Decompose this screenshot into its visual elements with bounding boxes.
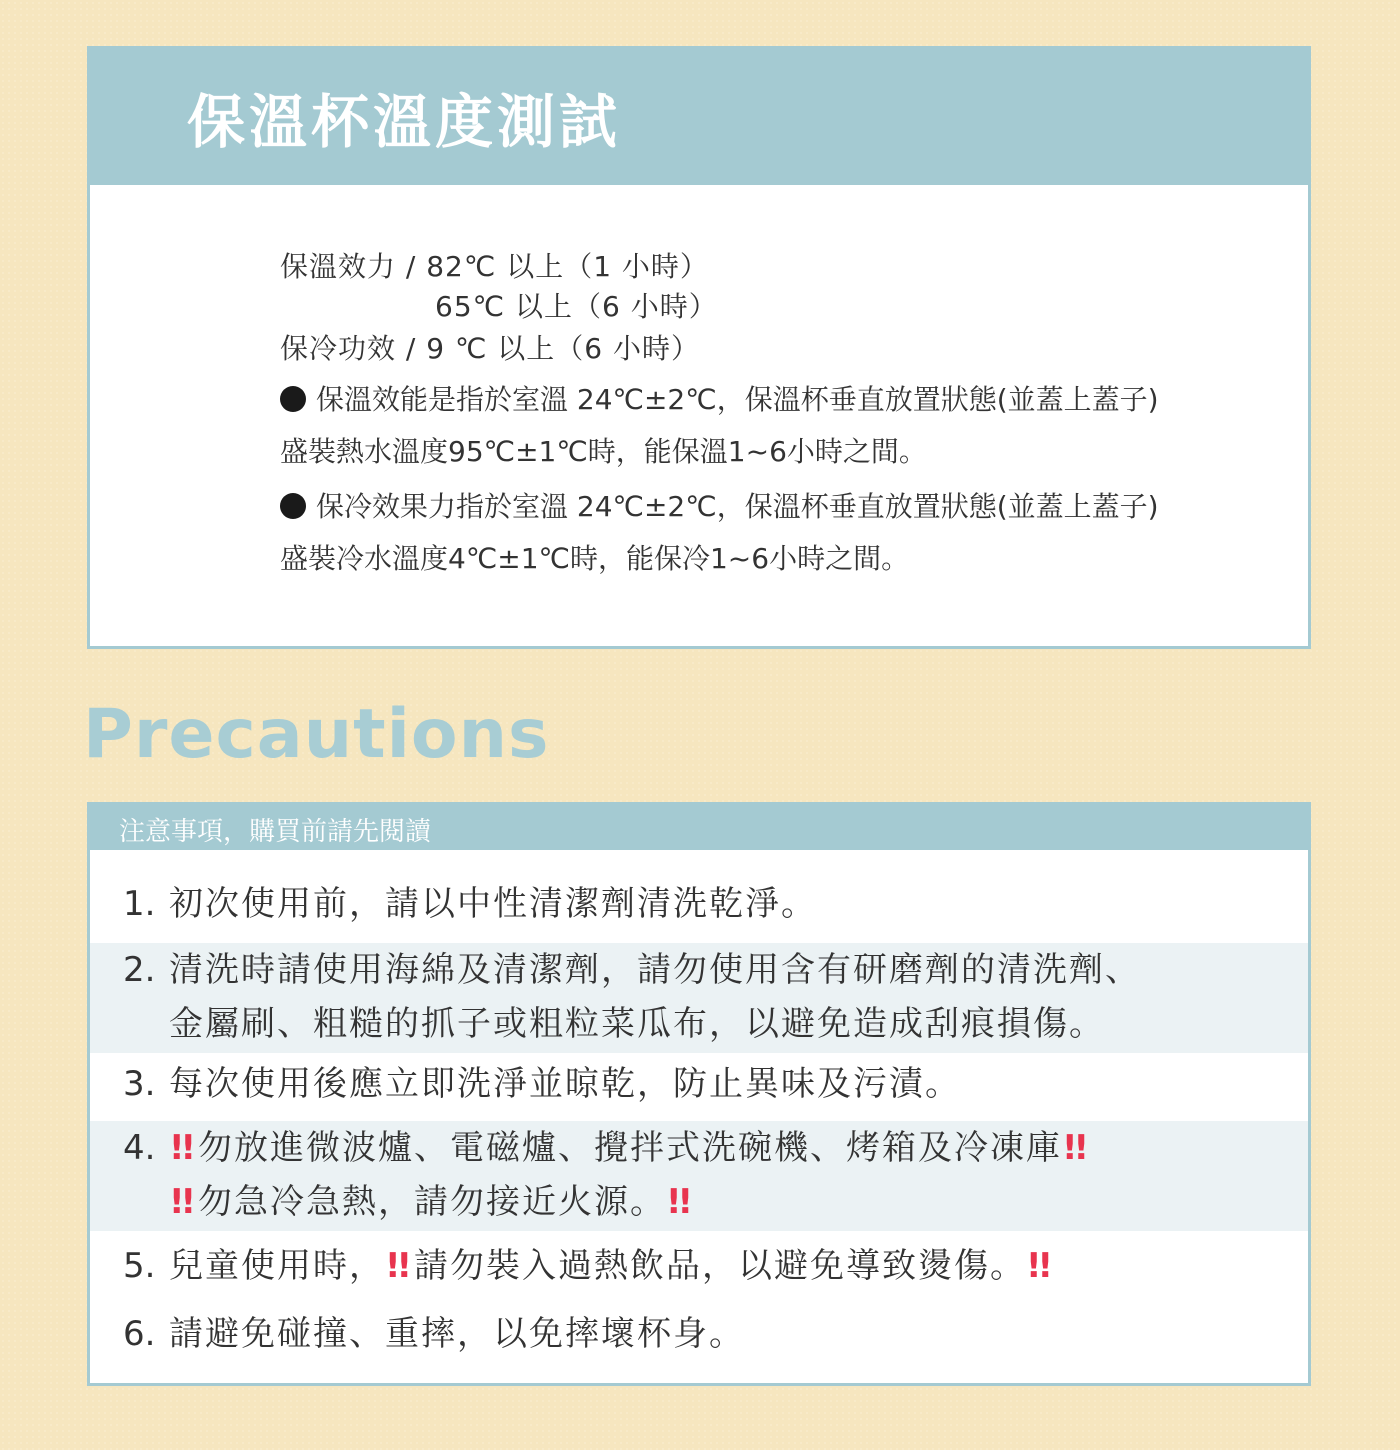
bullet-icon — [280, 493, 306, 519]
precaution-item-6 — [90, 1307, 1308, 1369]
item-text: 請避免碰撞、重摔，以免摔壞杯身。 — [169, 1314, 745, 1354]
cooling-spec: 保冷功效 / 9 ℃ 以上（6 小時） — [280, 332, 701, 365]
warning-icon: !! — [1026, 1246, 1050, 1286]
precautions-subheader-text: 注意事項，購買前請先閱讀 — [119, 817, 432, 847]
item-number: 1. — [123, 884, 156, 924]
item-text: 勿放進微波爐、電磁爐、攪拌式洗碗機、烤箱及冷凍庫 — [198, 1128, 1063, 1168]
item-number: 2. — [123, 950, 156, 990]
warning-icon: !! — [385, 1246, 409, 1286]
item-text: 初次使用前，請以中性清潔劑清洗乾淨。 — [169, 884, 817, 924]
item-text-continued: 金屬刷、粗糙的抓子或粗粒菜瓜布，以避免造成刮痕損傷。 — [169, 1004, 1105, 1044]
temperature-test-panel — [87, 46, 1311, 649]
item-number: 6. — [123, 1314, 156, 1354]
page-title: 保溫杯溫度測試 — [187, 88, 622, 156]
bullet-icon — [280, 386, 306, 412]
precaution-item-1 — [90, 877, 1308, 939]
precautions-heading: Precautions — [83, 695, 550, 774]
precaution-item-4 — [90, 1121, 1308, 1231]
item-text: 勿急冷急熱，請勿接近火源。 — [198, 1182, 667, 1222]
warning-icon: !! — [169, 1182, 193, 1222]
precaution-item-5 — [90, 1239, 1308, 1301]
precaution-item-2 — [90, 943, 1308, 1053]
item-text-continued — [123, 1175, 1308, 1229]
cooling-note-text: 保冷效果力指於室溫 24℃±2℃，保溫杯垂直放置狀態(並蓋上蓋子)盛裝冷水溫度4℃±1℃時，能保冷1~6小時之間。 — [280, 490, 1159, 575]
warning-icon: !! — [666, 1182, 690, 1222]
cooling-note — [280, 481, 1160, 585]
warning-icon: !! — [169, 1128, 193, 1168]
insulation-spec-1h: 保溫效力 / 82℃ 以上（1 小時） — [280, 250, 709, 283]
item-text: 清洗時請使用海綿及清潔劑，請勿使用含有研磨劑的清洗劑、 — [169, 950, 1141, 990]
item-text: 請勿裝入過熱飲品，以避免導致燙傷。 — [414, 1246, 1027, 1286]
item-text: 兒童使用時， — [169, 1246, 385, 1286]
insulation-spec-6h: 65℃ 以上（6 小時） — [435, 290, 718, 323]
precautions-subheader — [90, 805, 1308, 850]
item-number: 4. — [123, 1128, 156, 1168]
temperature-test-header — [90, 49, 1308, 185]
precautions-panel — [87, 802, 1311, 1386]
item-number: 3. — [123, 1064, 156, 1104]
warning-icon: !! — [1062, 1128, 1086, 1168]
item-text: 每次使用後應立即洗淨並晾乾，防止異味及污漬。 — [169, 1064, 961, 1104]
precaution-item-3 — [90, 1057, 1308, 1119]
item-number: 5. — [123, 1246, 156, 1286]
insulation-note — [280, 374, 1160, 478]
insulation-note-text: 保溫效能是指於室溫 24℃±2℃，保溫杯垂直放置狀態(並蓋上蓋子)盛裝熱水溫度95℃±1℃時，能保溫1~6小時之間。 — [280, 383, 1159, 468]
